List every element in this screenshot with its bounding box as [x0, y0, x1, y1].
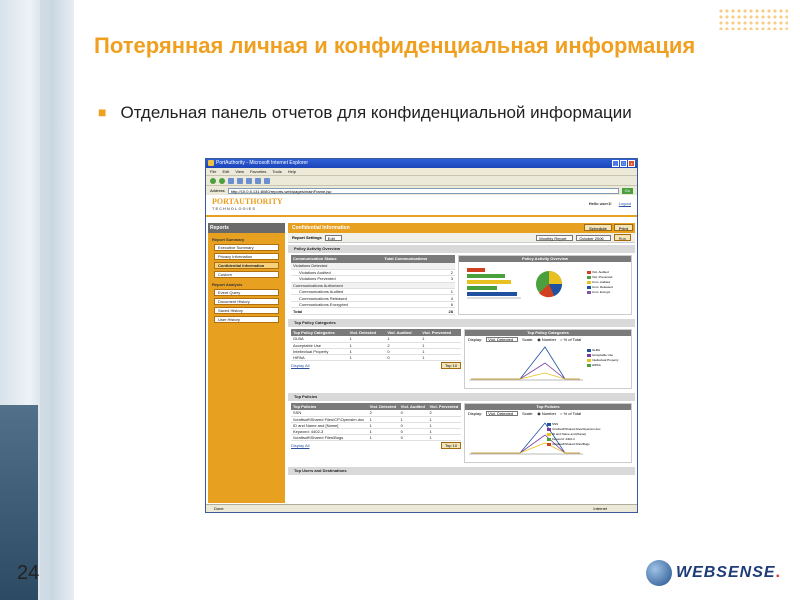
menu-help[interactable]: Help — [287, 169, 296, 174]
top-10-button[interactable]: Top 10 — [441, 442, 461, 449]
browser-statusbar — [206, 504, 637, 512]
row-label: Violations Prevented — [291, 276, 382, 282]
row-label: Violations Detected — [291, 263, 382, 269]
logout-link[interactable]: Logout — [618, 201, 631, 206]
display-all-link[interactable]: Display All — [291, 362, 310, 368]
top-policies-table: Top Policies Viol. Detected Viol. Audited Viol. Prevented SSN 2 0 2 \\craftsoft\Shared Files\CF\Opensim.doc 1 1 1 ID and Name and [Name] 1 0 1 Keyword: 4402-3 1 0 1 \\craftsoft\Shared Files\Bugs 1 0 1 — [291, 403, 461, 441]
bar — [467, 268, 485, 272]
address-label: Address — [210, 188, 225, 193]
browser-window-screenshot — [205, 158, 638, 513]
top-policies-panel — [288, 401, 635, 465]
table-row: \\craftsoft\Shared Files\CF\Opensim.doc 1 1 1 — [291, 416, 461, 422]
edit-button[interactable]: Edit — [325, 235, 342, 241]
policy-activity-legend: Viol. Audited Viol. Prevented Com. Audited Com. Released Com. Encrypt — [587, 270, 613, 295]
bar-group — [467, 268, 517, 296]
menu-tools[interactable]: Tools — [272, 169, 282, 174]
reports-sidebar — [208, 223, 285, 503]
home-icon[interactable] — [246, 178, 252, 184]
top-10-button[interactable]: Top 10 — [441, 362, 461, 369]
forward-icon[interactable] — [219, 178, 225, 184]
report-header — [288, 223, 635, 233]
bar — [467, 286, 497, 290]
chart-title: Policy Activity Overview — [459, 256, 631, 262]
month-select[interactable]: October 2006 — [576, 235, 610, 241]
policies-display-row — [291, 441, 461, 450]
report-analysis-label: Report Analysis — [212, 282, 243, 287]
table-row: \\craftsoft\Shared Files\Bugs 1 0 1 — [291, 434, 461, 440]
table-row: GLBA 1 1 1 — [291, 336, 461, 342]
search-icon[interactable] — [255, 178, 261, 184]
number-radio[interactable]: ◉ Number — [537, 411, 557, 416]
table-row: Intellectual Property 1 0 1 — [291, 348, 461, 354]
page-number: 24 — [17, 562, 40, 584]
top-policy-categories-panel — [288, 327, 635, 391]
bar — [467, 274, 505, 278]
series-line — [471, 347, 580, 379]
sidebar-item-custom[interactable]: Custom — [214, 271, 279, 278]
window-title: PortAuthority - Microsoft Internet Explorer — [216, 160, 308, 166]
stop-icon[interactable] — [228, 178, 234, 184]
section-policy-activity: Policy Activity Overview — [288, 245, 635, 253]
run-button[interactable]: Run — [614, 234, 631, 241]
bullet-icon: ■ — [98, 104, 107, 120]
sidebar-item-user-history[interactable]: User History — [214, 316, 279, 323]
row-value: 28 — [382, 308, 455, 315]
table-row: Acceptable Use 1 2 1 — [291, 342, 461, 348]
go-button[interactable]: Go — [622, 188, 633, 194]
menu-edit[interactable]: Edit — [222, 169, 230, 174]
col-communication-status: Communication Status — [291, 255, 382, 263]
bullet-item — [98, 101, 718, 125]
pie-slice — [549, 271, 562, 284]
policy-activity-table — [291, 255, 455, 315]
section-top-policy-categories: Top Policy Categories — [288, 319, 635, 327]
window-titlebar — [206, 159, 637, 168]
row-value: 6 — [382, 301, 455, 307]
row-label: Communications Encrypted — [291, 301, 382, 307]
row-label: Violations Audited — [291, 269, 382, 275]
section-top-policies: Top Policies — [288, 393, 635, 401]
page-content — [206, 195, 637, 505]
report-title: Confidential Information — [292, 225, 350, 231]
user-area — [589, 201, 631, 213]
top-policy-categories-chart: Top Policy Categories Display: Viol. Detected Scale: ◉ Number ○ % of Total GLBA Acceptable Use Intellectual Property HIPAA — [464, 329, 632, 389]
report-summary-label: Report Summary — [212, 237, 245, 242]
table-row: HIPAA 1 0 1 — [291, 354, 461, 360]
row-value: 4 — [382, 295, 455, 301]
table-row: ID and Name and [Name] 1 0 1 — [291, 422, 461, 428]
report-settings-row — [288, 233, 635, 243]
bullet-text: Отдельная панель отчетов для конфиденциальной информации — [120, 103, 632, 122]
slide-title: Потерянная личная и конфиденциальная информация — [94, 33, 696, 58]
table-row: SSN 2 0 2 — [291, 410, 461, 416]
address-input[interactable]: http://10.0.5.131:8080/reports-web/pages/mainFrame.jsp — [228, 188, 619, 194]
sidebar-item-document-history[interactable]: Document History — [214, 298, 279, 305]
row-value: 1 — [382, 289, 455, 295]
policy-activity-chart — [458, 255, 632, 315]
bar — [467, 280, 511, 284]
maximize-button[interactable]: □ — [620, 160, 627, 167]
top-policies-chart: Top Policies Display: Viol. Detected Scale: ◉ Number ○ % of Total SSN \\craftsoft\Shared Files\Opensim.doc ID and Name and [Name] Keyword: 4402-3 \\craftsoft\Shared Files\Bugs — [464, 403, 632, 463]
policy-activity-panel — [288, 253, 635, 317]
menu-favorites[interactable]: Favorites — [249, 169, 267, 174]
schedule-button[interactable]: Schedule — [584, 224, 612, 231]
row-label: Communications Released — [291, 295, 382, 301]
favorites-icon[interactable] — [264, 178, 270, 184]
percent-radio[interactable]: ○ % of Total — [560, 411, 582, 416]
menu-file[interactable]: File — [210, 169, 217, 174]
row-label: Communications Authorized — [291, 282, 382, 288]
row-value: 3 — [382, 276, 455, 282]
display-select[interactable]: Viol. Detected — [486, 411, 518, 416]
browser-toolbar — [206, 176, 637, 186]
app-header — [206, 195, 637, 217]
sidebar-item-privacy-information[interactable]: Privacy Information — [214, 253, 279, 260]
sidebar-header: Reports — [208, 223, 285, 233]
percent-radio[interactable]: ○ % of Total — [560, 337, 582, 342]
greeting: Hello user1! — [588, 201, 612, 206]
minimize-button[interactable]: _ — [612, 160, 619, 167]
ie-icon — [208, 160, 214, 166]
top-decorative-dots — [718, 8, 788, 30]
top-policy-categories-table: Top Policy Categories Viol. Detected Viol. Audited Viol. Prevented GLBA 1 1 1 Acceptable Use 1 2 1 Intellectual Property 1 0 1 HIPAA 1 0 1 — [291, 329, 461, 361]
display-all-link[interactable]: Display All — [291, 442, 310, 448]
table-row: Keyword: 4402-3 1 0 1 — [291, 428, 461, 434]
col-total-communications: Total Communications — [382, 255, 455, 263]
websense-logo: WEBSENSE . — [646, 560, 780, 586]
period-select[interactable]: Monthly Report — [536, 235, 573, 241]
portauthority-logo: PORTAUTHORITY TECHNOLOGIES — [212, 197, 283, 211]
menubar — [206, 168, 637, 176]
categories-display-row — [291, 361, 461, 370]
close-button[interactable]: x — [628, 160, 635, 167]
number-radio[interactable]: ◉ Number — [537, 337, 557, 342]
zone-text: Internet — [593, 506, 607, 511]
print-button[interactable]: Print — [614, 224, 633, 231]
sidebar-item-confidential-information[interactable]: Confidential Information — [214, 262, 279, 269]
back-icon[interactable] — [210, 178, 216, 184]
policies-legend: SSN \\craftsoft\Shared Files\Opensim.doc ID and Name and [Name] Keyword: 4402-3 \\craftsoft\Shared Files\Bugs — [547, 422, 601, 447]
row-label: Communications Audited — [291, 289, 382, 295]
menu-view[interactable]: View — [235, 169, 244, 174]
section-top-users: Top Users and Destinations — [288, 467, 635, 475]
report-settings-label: Report Settings — [292, 235, 322, 240]
report-main — [288, 223, 635, 503]
sidebar-item-event-query[interactable]: Event Query — [214, 289, 279, 296]
sidebar-item-executive-summary[interactable]: Executive Summary — [214, 244, 279, 251]
row-label: Total — [291, 308, 382, 315]
status-text: Done — [214, 506, 224, 511]
address-bar — [206, 186, 637, 195]
sidebar-item-saved-history[interactable]: Saved History — [214, 307, 279, 314]
categories-line-chart — [465, 343, 585, 385]
display-select[interactable]: Viol. Detected — [486, 337, 518, 342]
row-value: 2 — [382, 269, 455, 275]
bar — [467, 292, 517, 296]
globe-icon — [646, 560, 672, 586]
categories-legend: GLBA Acceptable Use Intellectual Property HIPAA — [587, 348, 619, 368]
refresh-icon[interactable] — [237, 178, 243, 184]
